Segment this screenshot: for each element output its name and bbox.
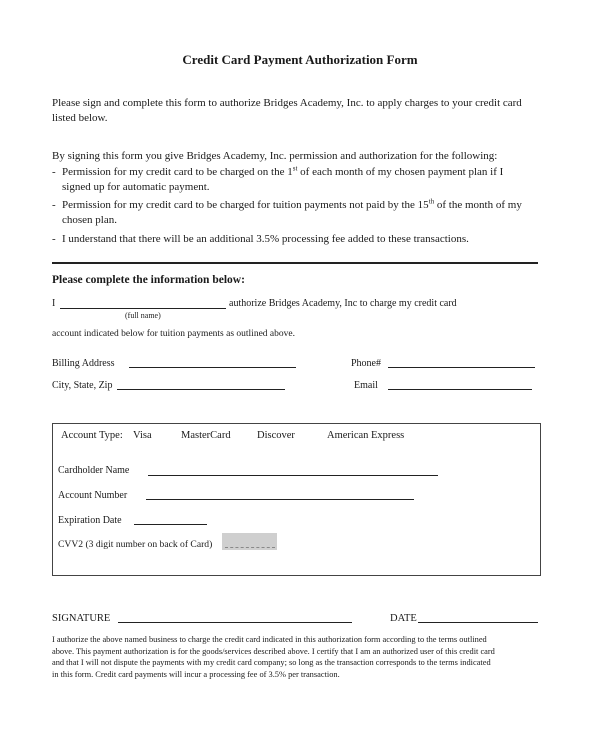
section-heading: Please complete the information below: bbox=[52, 274, 245, 286]
date-label: DATE bbox=[390, 613, 417, 624]
consent-lead: By signing this form you give Bridges Academy, Inc. permission and authorization for the following: bbox=[52, 150, 498, 162]
cardholder-name-label: Cardholder Name bbox=[58, 465, 130, 476]
bullet-1-text-a: Permission for my credit card to be charged on the 1 bbox=[62, 166, 293, 178]
phone-label: Phone# bbox=[351, 358, 381, 369]
account-type-discover[interactable]: Discover bbox=[257, 430, 295, 441]
account-type-label: Account Type: bbox=[61, 430, 123, 441]
city-state-zip-label: City, State, Zip bbox=[52, 380, 113, 391]
intro-line-2: listed below. bbox=[52, 112, 108, 124]
full-name-field[interactable] bbox=[60, 308, 226, 309]
signature-field[interactable] bbox=[118, 622, 352, 623]
bullet-2-sup: th bbox=[428, 197, 435, 206]
account-number-label: Account Number bbox=[58, 490, 128, 501]
form-title: Credit Card Payment Authorization Form bbox=[182, 52, 418, 67]
disclaimer-line-4: in this form. Credit card payments will incur a processing fee of 3.5% per transaction. bbox=[52, 669, 340, 679]
bullet-1-text-b: of each month of my chosen payment plan if I bbox=[297, 166, 504, 178]
signature-label: SIGNATURE bbox=[52, 613, 111, 624]
billing-address-field[interactable] bbox=[129, 367, 296, 368]
expiration-date-label: Expiration Date bbox=[58, 515, 122, 526]
authorize-line-2: account indicated below for tuition payments as outlined above. bbox=[52, 329, 295, 339]
disclaimer-line-1: I authorize the above named business to charge the credit card indicated in this authorization form according to the terms outlined bbox=[52, 635, 487, 644]
bullet-1-sup: st bbox=[292, 164, 298, 173]
intro-line-1: Please sign and complete this form to authorize Bridges Academy, Inc. to apply charges to your credit card bbox=[52, 97, 522, 109]
account-type-visa[interactable]: Visa bbox=[133, 430, 152, 441]
expiration-date-field[interactable] bbox=[134, 524, 207, 525]
bullet-3-text: I understand that there will be an additional 3.5% processing fee added to these transactions. bbox=[62, 233, 469, 245]
bullet-2-line-2: chosen plan. bbox=[62, 214, 117, 226]
billing-address-label: Billing Address bbox=[52, 358, 115, 369]
disclaimer-line-3: and that I will not dispute the payments with my credit card company; so long as the transaction corresponds to the terms indicated bbox=[52, 658, 491, 667]
bullet-2-text-a: Permission for my credit card to be charged for tuition payments not paid by the 15 bbox=[62, 199, 429, 211]
bullet-dash: - bbox=[52, 233, 56, 245]
authorize-prefix: I bbox=[52, 298, 56, 309]
full-name-caption: (full name) bbox=[125, 311, 161, 320]
bullet-1-line-2: signed up for automatic payment. bbox=[62, 181, 210, 193]
cvv-label: CVV2 (3 digit number on back of Card) bbox=[58, 539, 213, 550]
bullet-2 bbox=[52, 198, 547, 228]
cardholder-name-field[interactable] bbox=[148, 475, 438, 476]
account-type-mastercard[interactable]: MasterCard bbox=[181, 430, 231, 441]
phone-field[interactable] bbox=[388, 367, 535, 368]
disclaimer-line-2: above. This payment authorization is for the goods/services described above. I certify that I am an authorized user of this credit card bbox=[52, 646, 495, 656]
date-field[interactable] bbox=[418, 622, 538, 623]
authorize-suffix: authorize Bridges Academy, Inc to charge my credit card bbox=[229, 298, 457, 309]
bullet-3 bbox=[52, 232, 547, 247]
account-type-american-express[interactable]: American Express bbox=[327, 430, 405, 441]
intro-paragraph bbox=[52, 96, 552, 126]
bullet-2-text-b: of the month of my bbox=[434, 199, 522, 211]
bullet-1 bbox=[52, 165, 547, 195]
account-number-field[interactable] bbox=[146, 499, 414, 500]
authorization-disclaimer bbox=[52, 634, 544, 680]
email-label: Email bbox=[354, 380, 378, 391]
email-field[interactable] bbox=[388, 389, 532, 390]
bullet-dash: - bbox=[52, 199, 56, 211]
cvv-field-underline bbox=[225, 547, 275, 548]
city-state-zip-field[interactable] bbox=[117, 389, 285, 390]
bullet-dash: - bbox=[52, 166, 56, 178]
section-divider bbox=[52, 262, 538, 264]
